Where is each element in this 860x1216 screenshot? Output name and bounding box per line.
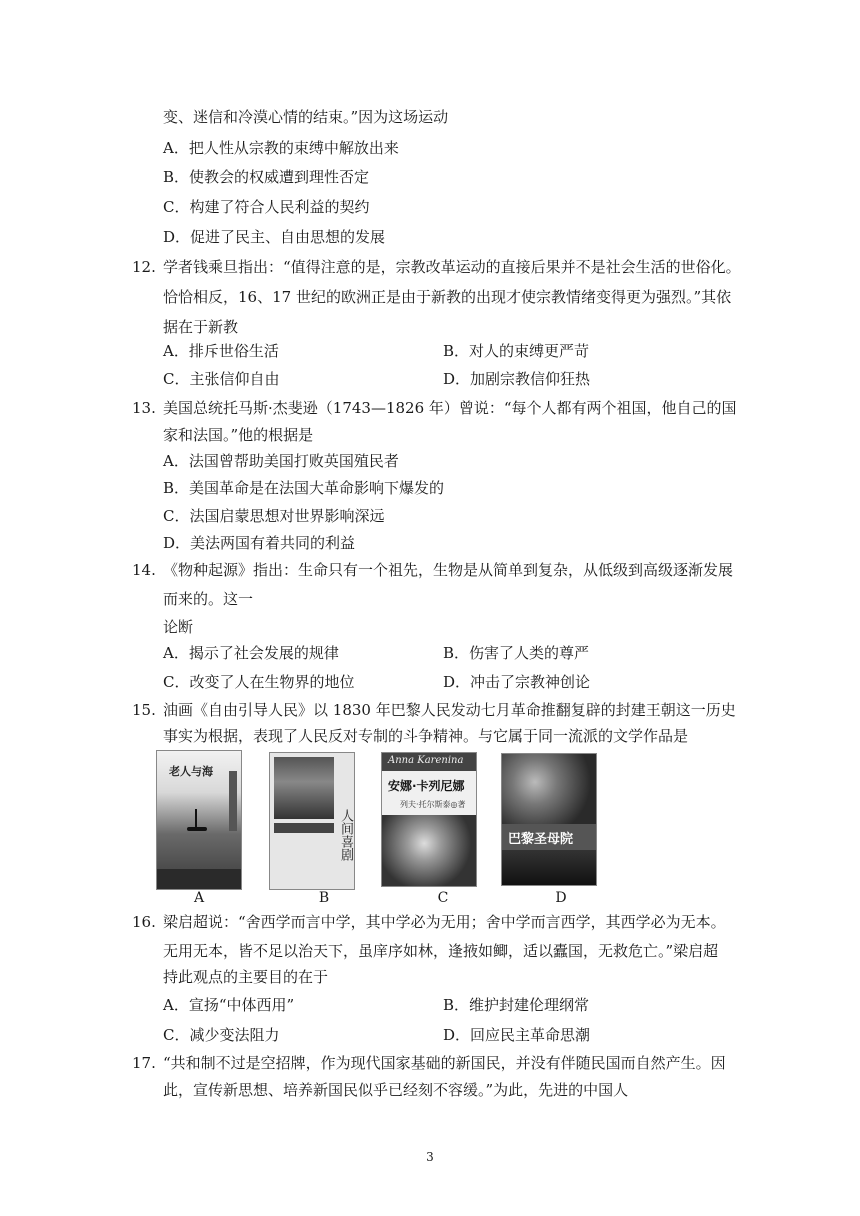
q13-option-b[interactable]: B．美国革命是在法国大革命影响下爆发的 [163,479,445,497]
q16-stem-line-1: 梁启超说：“舍西学而言中学，其中学必为无用；舍中学而言西学，其西学必为无本。 [163,913,726,931]
q11-stem-tail: 变、迷信和冷漠心情的结束。”因为这场运动 [163,108,449,126]
q12-option-c[interactable]: C．主张信仰自由 [163,370,280,388]
cover-portrait [382,815,476,886]
q14-option-d[interactable]: D．冲击了宗教神创论 [443,673,591,691]
cover-painting [274,757,334,819]
sail-mast-icon [195,809,197,827]
book-author-c: 列夫·托尔斯泰◎著 [400,800,466,809]
book-subtitle-c: Anna Karenina [388,755,464,766]
page-number: 3 [426,1150,434,1164]
book-cover-a[interactable] [156,750,242,890]
q16-stem-line-2: 无用无本，皆不足以治天下，虽庠序如林，逢掖如鲫，适以蠹国，无救危亡。”梁启超 [163,942,719,960]
q14-stem-line-1: 《物种起源》指出：生命只有一个祖先，生物是从简单到复杂，从低级到高级逐渐发展 [163,561,734,579]
q14-option-a[interactable]: A．揭示了社会发展的规律 [163,644,339,662]
q17-stem-line-2: 此，宣传新思想、培养新国民似乎已经刻不容缓。”为此，先进的中国人 [163,1081,629,1099]
q12-number: 12. [132,258,156,276]
q12-option-a[interactable]: A．排斥世俗生活 [163,342,279,360]
cover-bottom-band [157,869,241,889]
q17-stem-line-1: “共和制不过是空招牌，作为现代国家基础的新国民，并没有伴随民国而自然产生。因 [163,1054,726,1072]
q11-option-d[interactable]: D．促进了民主、自由思想的发展 [163,228,386,246]
q11-option-c[interactable]: C．构建了符合人民利益的契约 [163,198,370,216]
q13-option-a[interactable]: A．法国曾帮助美国打败英国殖民者 [163,452,399,470]
q16-option-a[interactable]: A．宣扬“中体西用” [163,996,295,1014]
cover-portrait [502,754,596,824]
book-cover-b[interactable] [269,752,355,890]
q12-option-b[interactable]: B．对人的束缚更严苛 [443,342,590,360]
q13-option-d[interactable]: D．美法两国有着共同的利益 [163,534,356,552]
book-title-d: 巴黎圣母院 [508,832,574,847]
q15-stem-line-1: 油画《自由引导人民》以 1830 年巴黎人民发动七月革命推翻复辟的封建王朝这一历史 [163,701,736,719]
q16-option-c[interactable]: C．减少变法阻力 [163,1026,280,1044]
q13-number: 13. [132,399,156,417]
q16-stem-line-3: 持此观点的主要目的在于 [163,968,329,986]
q16-option-b[interactable]: B．维护封建伦理纲常 [443,996,590,1014]
q12-stem-line-2: 恰恰相反，16、17 世纪的欧洲正是由于新教的出现才使宗教情绪变得更为强烈。”其依 [163,288,732,306]
book-cover-c[interactable] [381,752,477,887]
q14-option-b[interactable]: B．伤害了人类的尊严 [443,644,590,662]
book-title-c: 安娜·卡列尼娜 [388,779,465,793]
boat-icon [187,827,207,831]
q15-number: 15. [132,701,156,719]
q13-stem-line-1: 美国总统托马斯·杰斐逊（1743—1826 年）曾说：“每个人都有两个祖国，他自己的国 [163,399,737,417]
q13-stem-line-2: 家和法国。”他的根据是 [163,426,314,444]
q12-stem-line-1: 学者钱乘旦指出：“值得注意的是，宗教改革运动的直接后果并不是社会生活的世俗化。 [163,258,741,276]
q12-stem-line-3: 据在于新教 [163,318,239,336]
q14-stem-line-3: 论断 [163,618,194,636]
book-cover-d[interactable] [501,753,597,886]
q15-stem-line-2: 事实为根据，表现了人民反对专制的斗争精神。与它属于同一流派的文学作品是 [163,727,689,745]
q11-option-b[interactable]: B．使教会的权威遭到理性否定 [163,168,370,186]
picture-label-a: A [193,890,205,906]
cover-band [274,823,334,833]
picture-label-d: D [555,890,567,906]
q13-option-c[interactable]: C．法国启蒙思想对世界影响深远 [163,507,385,525]
book-spine-strip [229,771,237,831]
q16-option-d[interactable]: D．回应民主革命思潮 [443,1026,591,1044]
q17-number: 17. [132,1054,156,1072]
q14-number: 14. [132,561,156,579]
q11-option-a[interactable]: A．把人性从宗教的束缚中解放出来 [163,139,399,157]
cover-cathedral-silhouette [502,850,596,885]
q12-option-d[interactable]: D．加剧宗教信仰狂热 [443,370,591,388]
book-title-a: 老人与海 [169,765,213,778]
picture-label-b: B [318,890,330,906]
q14-option-c[interactable]: C．改变了人在生物界的地位 [163,673,355,691]
q16-number: 16. [132,913,156,931]
book-title-b: 人间喜剧 [338,809,353,861]
q14-stem-line-2: 而来的。这一 [163,590,254,608]
picture-label-c: C [437,890,449,906]
